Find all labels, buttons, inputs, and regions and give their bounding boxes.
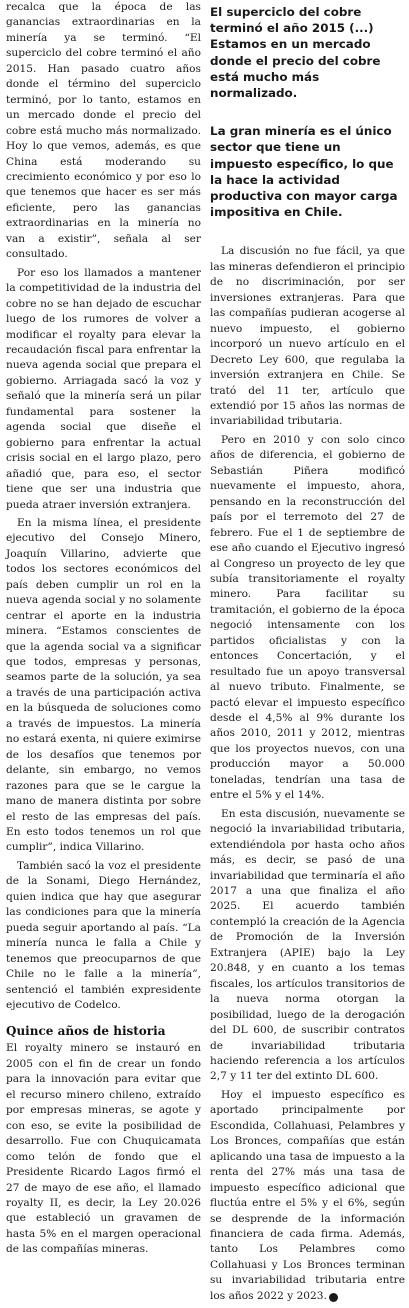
paragraph: recalca que la época de las ganancias extraordinarias en la minería ya se terminó. “El superciclo del cobre terminó el año 2015. Han pasado cuatro años donde el término del superciclo terminó, por lo tanto, estamos en un mercado donde el precio del cobre está mucho más normalizado. Hoy lo que vemos, además, es que China está moderando su crecimiento económico y por eso lo que tenemos que hacer es ser más eficiente, pero las ganancias extraordinarias en la minería no van a existir”, señala al ser consultado. bbox=[6, 1, 201, 261]
paragraph: Por eso los llamados a mantener la competitividad de la industria del cobre no se han dejado de escuchar luego de los rumores de volver a modificar el royalty para elevar la recaudación fiscal para enfrentar la nueva agenda social que prepara el gobierno. Arriagada sacó la voz y señaló que la minería será un pilar fundamental para sostener la agenda social que diseñe el gobierno para enfrentar la actual crisis social en el largo plazo, pero añadió que, para eso, el sector tiene que ser una industria que pueda atraer inversión extranjera. bbox=[6, 266, 201, 511]
paragraph: También sacó la voz el presidente de la Sonami, Diego Hernández, quien indica que hay que asegurar las condiciones para que la minería pueda seguir aportando al país. “La minería nunca le falla a Chile y tenemos que preocuparnos de que Chile no le falle a la minería”, sentenció el también expresidente ejecutivo de Codelco. bbox=[6, 859, 201, 1011]
section-subheading: Quince años de historia bbox=[6, 1024, 166, 1039]
paragraph: La discusión no fue fácil, ya que las mineras defendieron el principio de no discriminación, por ser inversiones extranjeras. Para que las compañías pudieran acogerse al nuevo impuesto, el gobierno incorporó un nuevo artículo en el Decreto Ley 600, que regulaba la inversión extranjera en Chile. Se trató del 11 ter, artículo que extendió por 15 años las normas de invariabilidad tributaria. bbox=[210, 245, 405, 428]
paragraph: Pero en 2010 y con solo cinco años de diferencia, el gobierno de Sebastián Piñera modificó nuevamente el impuesto, ahora, pensando en la reconstrucción del país por el terremoto del 27 de febrero. Fue el 1 de septiembre de ese año cuando el Ejecutivo ingresó al Congreso un proyecto de ley que subía transitoriamente el royalty minero. Para facilitar su tramitación, el gobierno de la época negoció intensamente con los partidos oficialistas y con la entonces Concertación, y el resultado fue un apoyo transversal al nuevo tributo. Finalmente, se pactó elevar el impuesto específico desde el 4,5% al 9% durante los años 2010, 2011 y 2012, mientras que los proyectos nuevos, con una producción mayor a 50.000 toneladas, tendrían una tasa de entre el 5% y el 14%. bbox=[210, 433, 405, 802]
paragraph-text: Hoy el impuesto específico es aportado principalmente por Escondida, Collahuasi, Pelambres y Los Bronces, compañías que están aplicando una tasa de impuesto a la renta del 27% más una tasa de impuesto específico adicional que fluctúa entre el 5% y el 6%, según se desprende de la información financiera de cada firma. Además, tanto Los Pelambres como Collahuasi y Los Bronces terminan su invariabilidad tributaria entre los años 2022 y 2023. bbox=[210, 1088, 405, 1302]
end-mark-icon: P bbox=[329, 1293, 338, 1302]
paragraph bbox=[210, 1088, 405, 1304]
pull-quote: La gran minería es el único sector que tiene un impuesto específico, lo que la hace la actividad productiva con mayor carga impositiva en Chile. bbox=[210, 124, 398, 220]
right-column bbox=[210, 0, 405, 1307]
pull-quote: El superciclo del cobre terminó el año 2015 (...) Estamos en un mercado donde el precio del cobre está mucho más normalizado. bbox=[210, 5, 381, 101]
paragraph: En esta discusión, nuevamente se negoció la invariabilidad tributaria, extendiéndola por hasta ocho años más, es decir, se pasó de una invariabilidad que terminaría el año 2017 a una que finaliza el año 2025. El acuerdo también contempló la creación de la Agencia de Promoción de la Inversión Extranjera (APIE) bajo la Ley 20.848, y en cuanto a los temas fiscales, los artículos transitorios de la nueva norma otorgan la posibilidad, luego de la derogación del DL 600, de suscribir contratos de invariabilidad tributaria haciendo referencia a los artículos 2,7 y 11 ter del extinto DL 600. bbox=[210, 807, 405, 1083]
paragraph: En la misma línea, el presidente ejecutivo del Consejo Minero, Joaquín Villarino, advierte que todos los sectores económicos del país deben cumplir un rol en la nueva agenda social y no solamente centrar el aporte en la industria minera. “Estamos conscientes de que la agenda social va a significar que todos, empresas y personas, seamos parte de la solución, ya sea a través de una participación activa en la búsqueda de soluciones como a través de impuestos. La minería no estará exenta, ni quiere eximirse de los desafíos que tenemos por delante, sin embargo, no vemos razones para que se le cargue la mano de manera distinta por sobre el resto de las empresas del país. En esto todos tenemos un rol que cumplir”, indica Villarino. bbox=[6, 516, 201, 854]
left-column bbox=[6, 0, 201, 1261]
paragraph: El royalty minero se instauró en 2005 con el fin de crear un fondo para la innovación para evitar que el recurso minero chileno, extraído por empresas mineras, se agote y con eso, se evite la posibilidad de desarrollo. Fue con Chuquicamata como telón de fondo que el Presidente Ricardo Lagos firmó el 27 de mayo de ese año, el llamado royalty II, es decir, la Ley 20.026 que estableció un gravamen de hasta 5% en el margen operacional de las compañías mineras. bbox=[6, 1042, 201, 1256]
